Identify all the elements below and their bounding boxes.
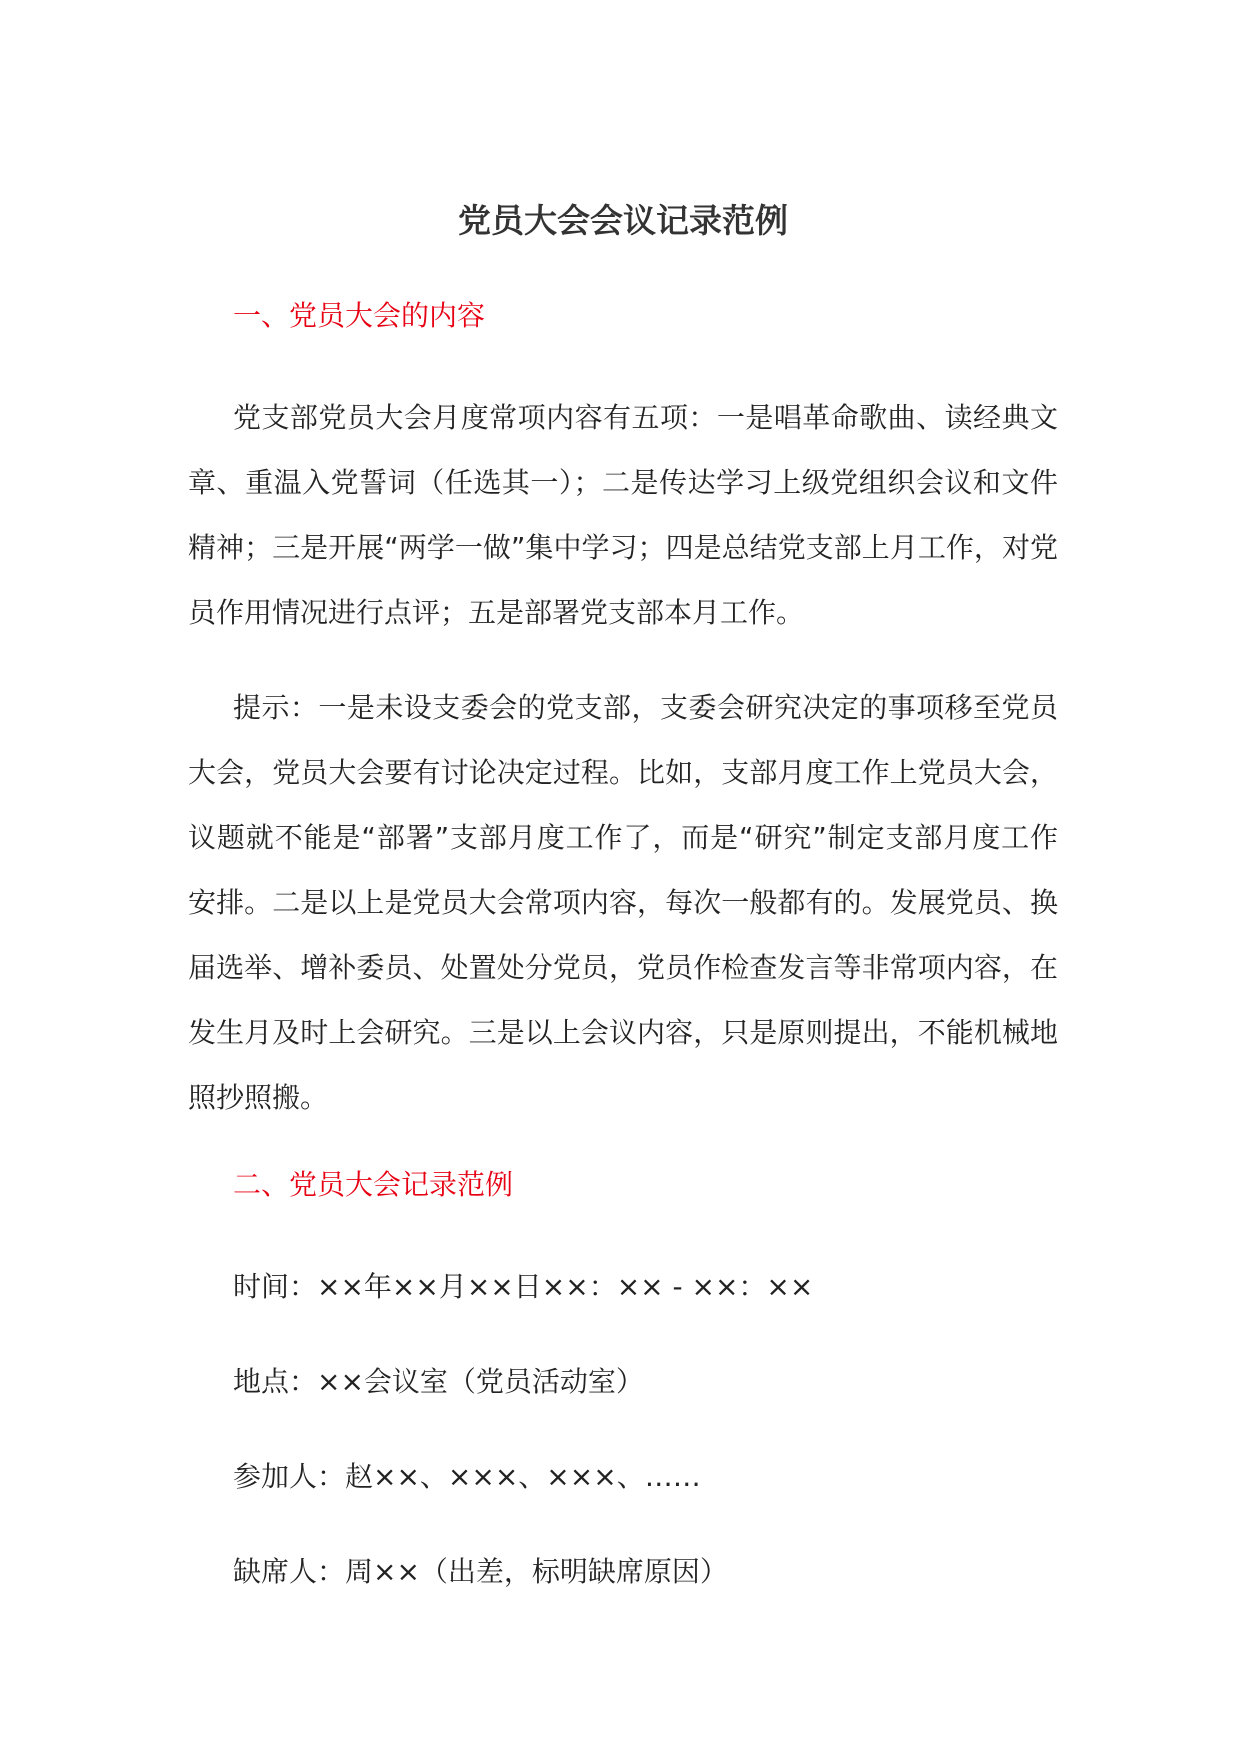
paragraph-monthly-items: 党支部党员大会月度常项内容有五项：一是唱革命歌曲、读经典文章、重温入党誓词（任选其一）；二是传达学习上级党组织会议和文件精神；三是开展“两学一做”集中学习；四是总结党支部上月工作，对党员作用情况进行点评；五是部署党支部本月工作。 xyxy=(188,401,1058,629)
meeting-attendees: 参加人：赵××、×××、×××、…… xyxy=(233,1460,701,1493)
paragraph-tips: 提示：一是未设支委会的党支部，支委会研究决定的事项移至党员大会，党员大会要有讨论决定过程。比如，支部月度工作上党员大会，议题就不能是“部署”支部月度工作了，而是“研究”制定支部月度工作安排。二是以上是党员大会常项内容，每次一般都有的。发展党员、换届选举、增补委员、处置处分党员，党员作检查发言等非常项内容，在发生月及时上会研究。三是以上会议内容，只是原则提出，不能机械地照抄照搬。 xyxy=(188,691,1058,1114)
document-page xyxy=(188,196,1058,1634)
section-heading-content: 一、党员大会的内容 xyxy=(233,299,486,332)
meeting-place: 地点：××会议室（党员活动室） xyxy=(233,1365,644,1398)
meeting-absentees: 缺席人：周××（出差，标明缺席原因） xyxy=(233,1555,728,1588)
meeting-time: 时间：××年××月××日××：×× - ××：×× xyxy=(233,1270,814,1303)
document-title: 党员大会会议记录范例 xyxy=(458,201,788,240)
section-heading-example: 二、党员大会记录范例 xyxy=(233,1168,514,1201)
